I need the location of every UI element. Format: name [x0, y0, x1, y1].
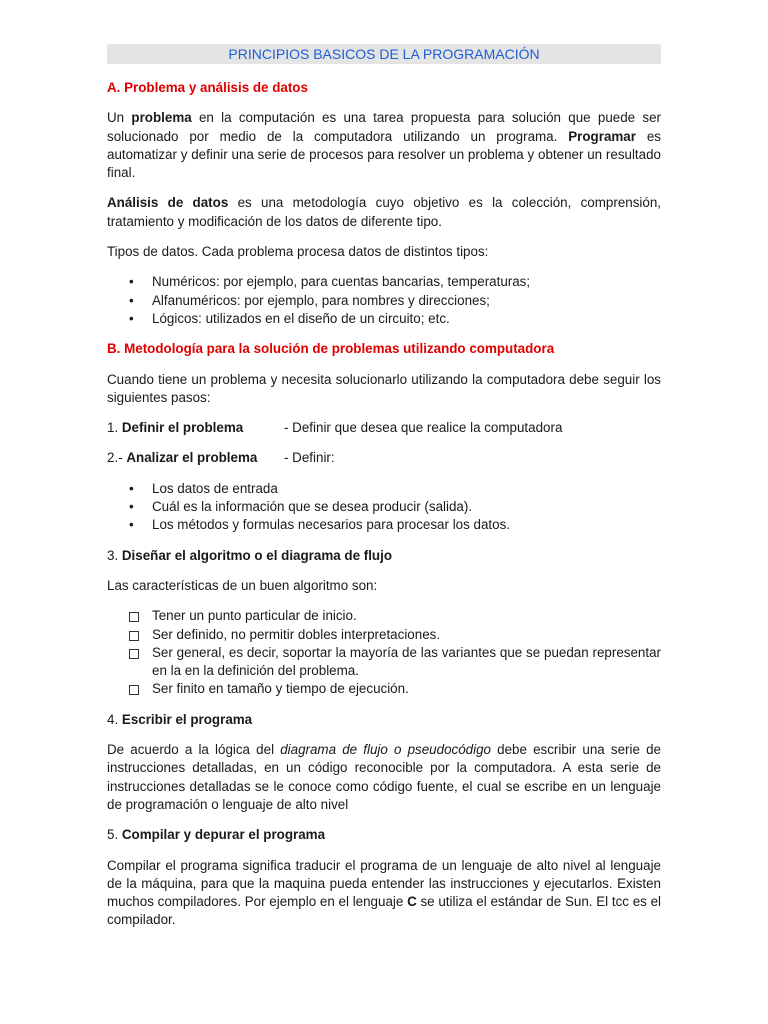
- section-a-heading: A. Problema y análisis de datos: [107, 80, 308, 95]
- analysis-list: [107, 480, 661, 535]
- algorithm-characteristics-list: [107, 607, 661, 698]
- list-item: Ser general, es decir, soportar la mayoría de las variantes que se puedan representar en la en la definición del problema.: [107, 644, 661, 681]
- step-number: 4.: [107, 711, 122, 727]
- step-title: Compilar y depurar el programa: [121, 827, 326, 843]
- text-run: Compilar el programa significa traducir el programa de un lenguaje de alto nivel al lenguaje de la máquina, para que la maquina pueda entender las instrucciones y ejecutarlos. Existen muchos compiladores. Por ejemplo en el lenguaje: [107, 857, 661, 910]
- list-item: • Cuál es la información que se desea producir (salida).: [107, 498, 661, 516]
- step-number: 3.: [107, 547, 122, 563]
- document-page: [107, 44, 661, 930]
- step-3: [107, 547, 661, 565]
- step-definition: - Definir que desea que realice la computadora: [284, 420, 563, 436]
- document-title: PRINCIPIOS BASICOS DE LA PROGRAMACIÓN: [107, 44, 661, 64]
- list-item: • Numéricos: por ejemplo, para cuentas bancarias, temperaturas;: [107, 273, 661, 291]
- step-title: Escribir el programa: [121, 711, 253, 727]
- list-item: • Lógicos: utilizados en el diseño de un circuito; etc.: [107, 310, 661, 328]
- list-item: Tener un punto particular de inicio.: [107, 607, 661, 625]
- step-number: 5.: [107, 827, 122, 843]
- text-run: en la computación es una tarea propuesta para solución que puede ser solucionado por medio de la computadora utilizando un programa.: [107, 110, 661, 144]
- bold-term-programar: Programar: [568, 128, 636, 144]
- text-run: Un: [107, 110, 132, 126]
- list-item: Ser definido, no permitir dobles interpretaciones.: [107, 626, 661, 644]
- list-item: • Los métodos y formulas necesarios para procesar los datos.: [107, 516, 661, 534]
- data-types-list: [107, 273, 661, 328]
- list-item: Ser finito en tamaño y tiempo de ejecución.: [107, 680, 661, 698]
- bold-term-analisis: Análisis de datos: [107, 195, 229, 211]
- list-item: • Alfanuméricos: por ejemplo, para nombres y direcciones;: [107, 292, 661, 310]
- text-run: es una metodología cuyo objetivo es la colección, comprensión, tratamiento y modificación de los datos de diferente tipo.: [107, 195, 661, 229]
- paragraph-escribir: [107, 741, 661, 814]
- text-run: se utiliza el estándar de Sun. El tcc es el compilador.: [107, 894, 662, 928]
- paragraph-problema: [107, 109, 661, 182]
- text-run: debe escribir una serie de instrucciones detalladas, en un código reconocible por la computadora. A esta serie de instrucciones detalladas se le conoce como código fuente, el cual se escribe en un lenguaje de programación o lenguaje de alto nivel: [107, 742, 661, 812]
- step-5: [107, 826, 661, 844]
- step-2: [107, 449, 661, 467]
- step-definition: - Definir:: [284, 450, 335, 466]
- italic-term: diagrama de flujo o pseudocódigo: [280, 742, 491, 758]
- step-title: Diseñar el algoritmo o el diagrama de flujo: [121, 547, 392, 563]
- bold-term-problema: problema: [131, 110, 192, 126]
- text-run: es automatizar y definir una serie de procesos para resolver un problema y obtener un resultado final.: [107, 128, 661, 181]
- list-item: • Los datos de entrada: [107, 480, 661, 498]
- step-4: [107, 711, 661, 729]
- paragraph-pasos: Cuando tiene un problema y necesita solucionarlo utilizando la computadora debe seguir los siguientes pasos:: [107, 371, 661, 405]
- step-number: 1.: [107, 420, 122, 436]
- step-1: [107, 419, 661, 437]
- step-title: Definir el problema: [121, 420, 244, 436]
- step-number: 2.-: [107, 450, 127, 466]
- paragraph-analisis: [107, 194, 661, 231]
- paragraph-tipos: Tipos de datos. Cada problema procesa datos de distintos tipos:: [107, 244, 489, 260]
- section-b-heading: B. Metodología para la solución de problemas utilizando computadora: [107, 341, 555, 357]
- bold-term-c: C: [407, 894, 417, 910]
- text-run: De acuerdo a la lógica del: [107, 742, 281, 758]
- step-title: Analizar el problema: [126, 450, 258, 466]
- paragraph-compilar: [107, 857, 661, 930]
- paragraph-caracteristicas: Las características de un buen algoritmo son:: [107, 577, 378, 593]
